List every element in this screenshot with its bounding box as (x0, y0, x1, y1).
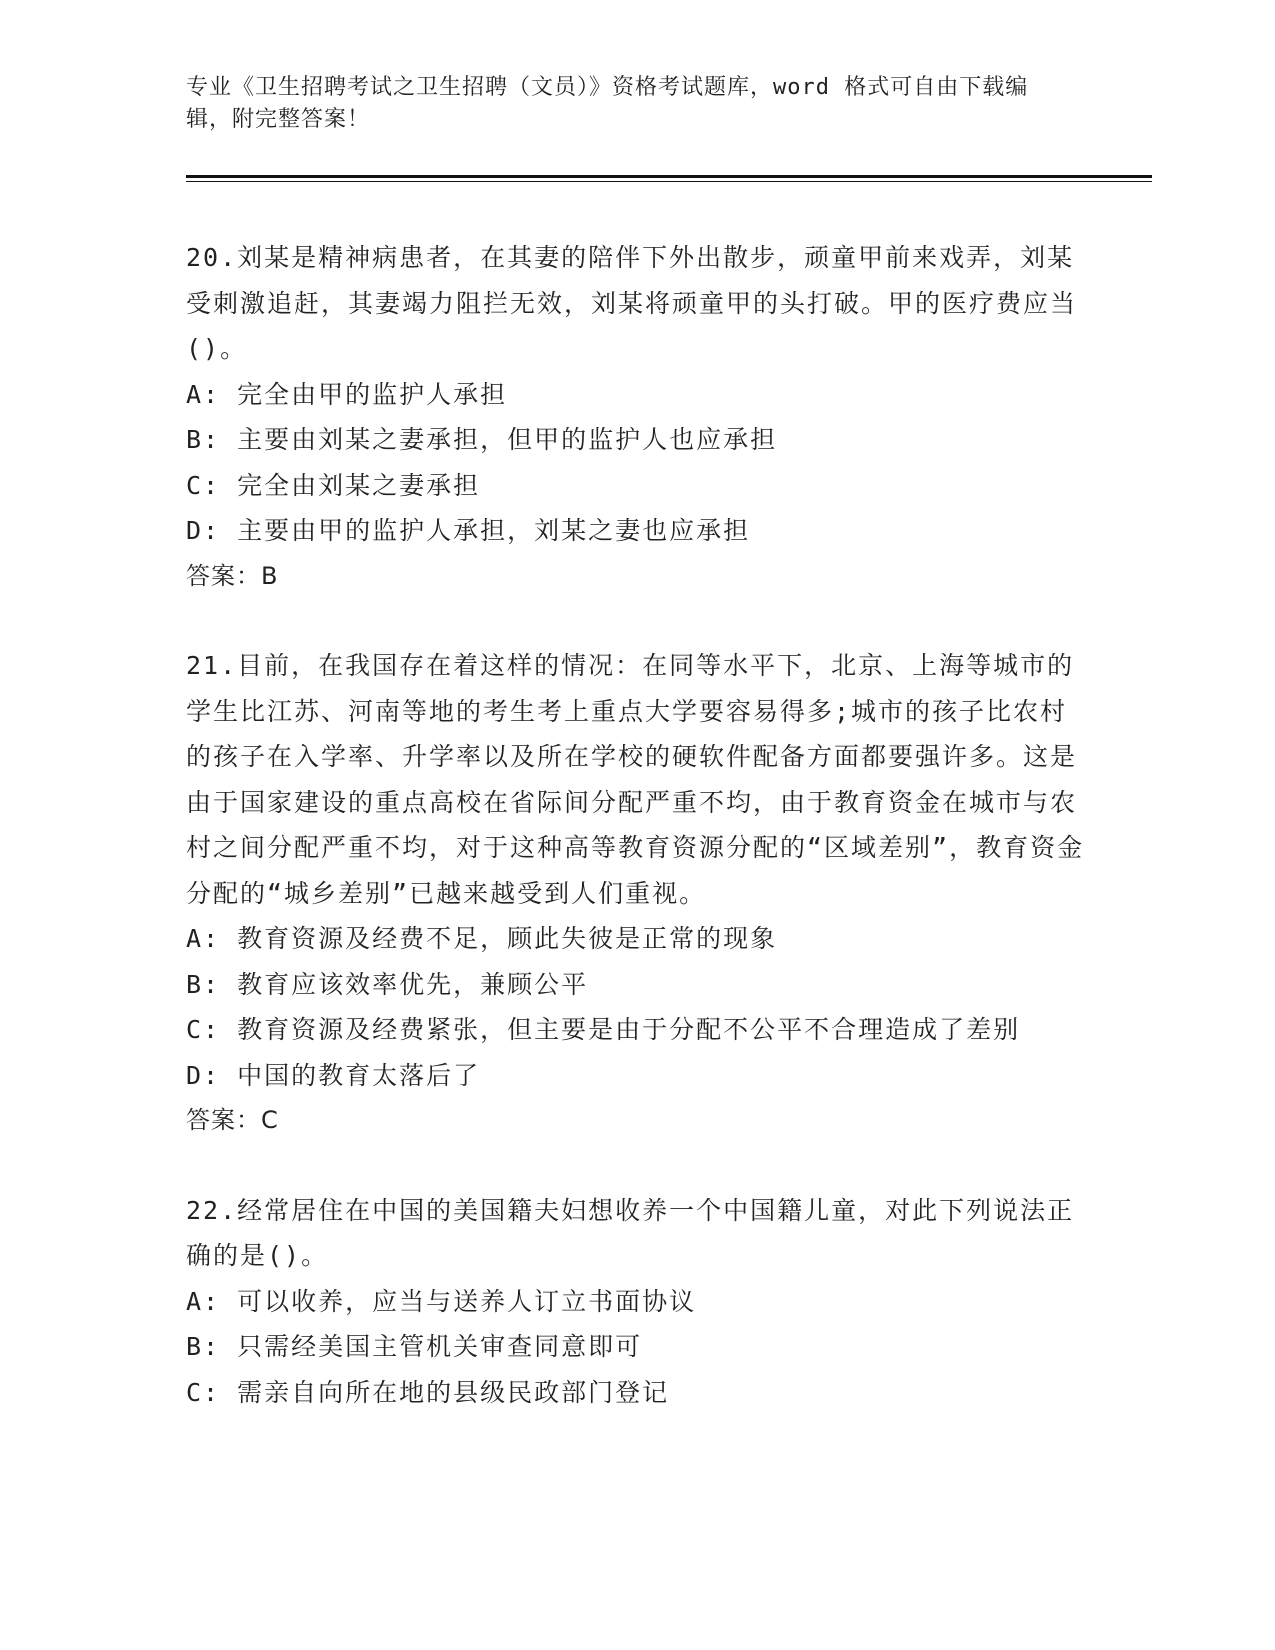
option-d: D: 主要由甲的监护人承担，刘某之妻也应承担 (186, 516, 751, 545)
option-a: A: 教育资源及经费不足，顾此失彼是正常的现象 (186, 924, 778, 953)
option-b: B: 只需经美国主管机关审查同意即可 (186, 1332, 643, 1361)
answer-line: 答案：B (186, 561, 279, 590)
question-stem: 20.刘某是精神病患者，在其妻的陪伴下外出散步，顽童甲前来戏弄，刘某受刺激追赶，其妻竭力阻拦无效，刘某将顽童甲的头打破。甲的医疗费应当()。 (186, 243, 1078, 363)
question-stem: 22.经常居住在中国的美国籍夫妇想收养一个中国籍儿童，对此下列说法正确的是()。 (186, 1195, 1075, 1270)
option-b: B: 教育应该效率优先，兼顾公平 (186, 969, 589, 999)
answer-line: 答案：C (186, 1106, 279, 1134)
header-divider (186, 175, 1152, 178)
option-c: C: 教育资源及经费紧张，但主要是由于分配不公平不合理造成了差别 (186, 1015, 1021, 1044)
option-b: B: 主要由刘某之妻承担，但甲的监护人也应承担 (186, 425, 778, 454)
question-22 (186, 1188, 1086, 1416)
header-divider-thin (186, 181, 1152, 182)
option-c: C: 完全由刘某之妻承担 (186, 470, 481, 500)
question-21 (186, 643, 1086, 1144)
option-c: C: 需亲自向所在地的县级民政部门登记 (186, 1377, 670, 1407)
question-list (186, 235, 1086, 1415)
question-gap (186, 1144, 1086, 1188)
option-a: A: 完全由甲的监护人承担 (186, 379, 508, 409)
question-gap (186, 599, 1086, 643)
option-a: A: 可以收养，应当与送养人订立书面协议 (186, 1286, 697, 1316)
question-20 (186, 235, 1086, 599)
option-d: D: 中国的教育太落后了 (186, 1060, 481, 1090)
document-header: 专业《卫生招聘考试之卫生招聘（文员）》资格考试题库，word 格式可自由下载编辑，附完整答案！ (186, 75, 1029, 132)
question-stem: 21.目前，在我国存在着这样的情况：在同等水平下，北京、上海等城市的学生比江苏、河南等地的考生考上重点大学要容易得多;城市的孩子比农村的孩子在入学率、升学率以及所在学校的硬软件配备方面都要强许多。这是由于国家建设的重点高校在省际间分配严重不均，由于教育资金在城市与农村之间分配严重不均，对于这种高等教育资源分配的“区域差别”，教育资金分配的“城乡差别”已越来越受到人们重视。 (186, 651, 1085, 908)
